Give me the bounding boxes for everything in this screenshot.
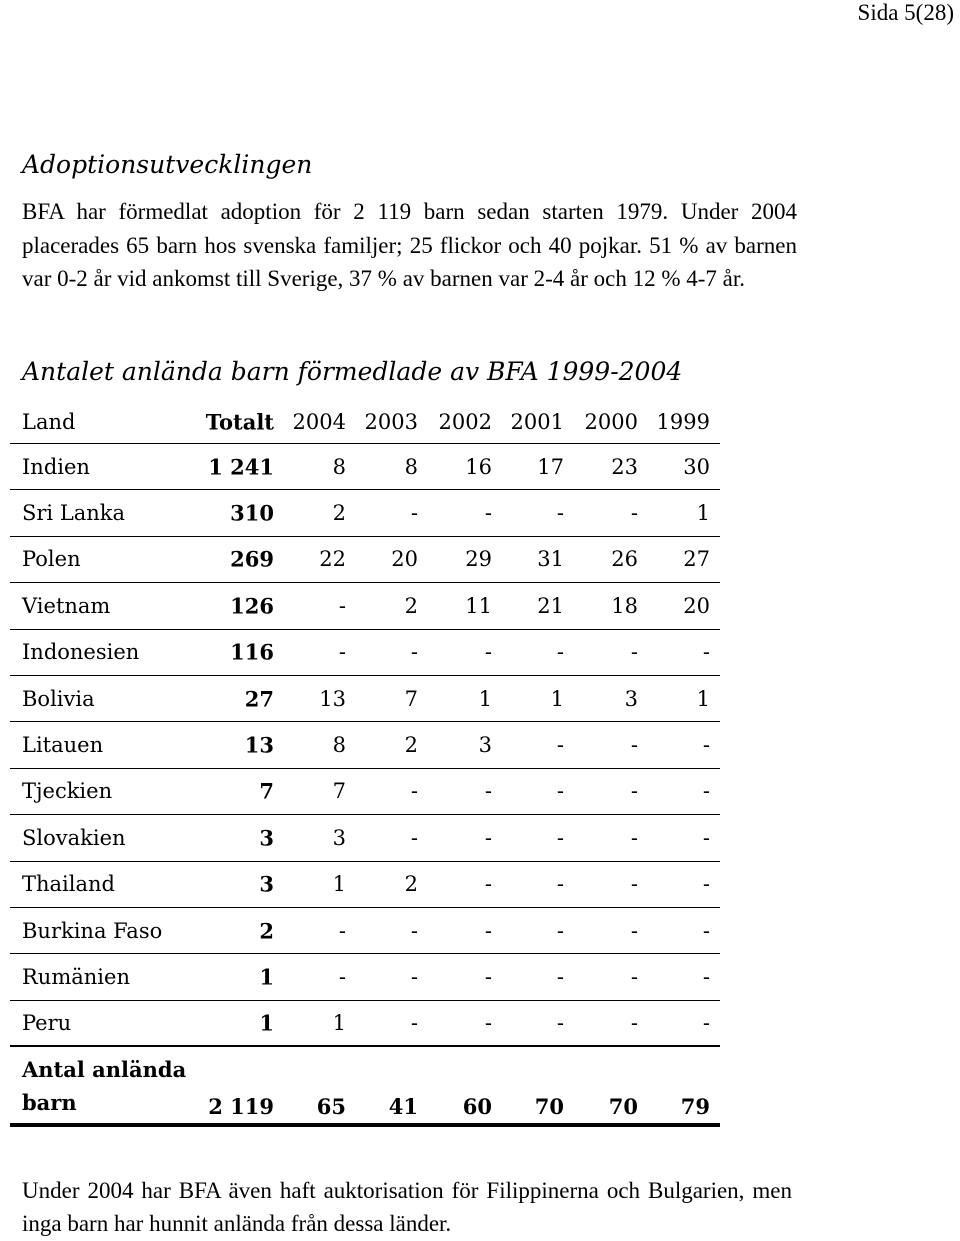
value-cell: - xyxy=(556,733,564,758)
country-cell: Tjeckien xyxy=(22,779,113,804)
value-cell: - xyxy=(484,779,492,804)
value-cell: - xyxy=(484,872,492,897)
country-cell: Peru xyxy=(22,1010,72,1035)
value-cell: 26 xyxy=(611,547,638,572)
value-cell: 126 xyxy=(230,593,274,619)
table-row xyxy=(10,537,720,583)
value-cell: 29 xyxy=(465,547,492,572)
table-header-row xyxy=(10,400,720,444)
value-cell: 13 xyxy=(319,686,346,711)
value-cell: - xyxy=(410,501,418,526)
value-cell: - xyxy=(556,825,564,850)
value-cell: 7 xyxy=(259,778,274,804)
value-cell: - xyxy=(484,1010,492,1035)
value-cell: 116 xyxy=(230,639,274,665)
value-cell: 22 xyxy=(319,547,346,572)
value-cell: - xyxy=(702,779,710,804)
value-cell: - xyxy=(702,964,710,989)
table-row xyxy=(10,815,720,861)
value-cell: - xyxy=(556,640,564,665)
value-cell: 3 xyxy=(624,686,638,711)
value-cell: 2 xyxy=(332,501,346,526)
value-cell: - xyxy=(410,779,418,804)
value-cell: - xyxy=(410,964,418,989)
value-cell: 18 xyxy=(611,593,638,618)
value-cell: - xyxy=(630,640,638,665)
value-cell: - xyxy=(556,964,564,989)
value-cell: - xyxy=(630,825,638,850)
value-cell: 8 xyxy=(332,454,346,479)
value-cell: 1 xyxy=(332,872,346,897)
value-cell: - xyxy=(702,918,710,943)
value-cell: - xyxy=(702,1010,710,1035)
table-row xyxy=(10,1001,720,1047)
value-cell: 310 xyxy=(230,500,274,526)
value-cell: 1 xyxy=(550,686,564,711)
value-cell: - xyxy=(556,1010,564,1035)
value-cell: 31 xyxy=(537,547,564,572)
column-header: 2002 xyxy=(438,409,492,434)
country-cell: Rumänien xyxy=(22,964,130,989)
column-header: 2001 xyxy=(510,409,564,434)
value-cell: 1 xyxy=(696,501,710,526)
value-cell: - xyxy=(630,1010,638,1035)
country-cell: Bolivia xyxy=(22,686,95,711)
value-cell: 2 xyxy=(404,733,418,758)
country-cell: Indonesien xyxy=(22,640,140,665)
value-cell: 16 xyxy=(465,454,492,479)
value-cell: - xyxy=(556,872,564,897)
value-cell: - xyxy=(630,872,638,897)
value-cell: 1 241 xyxy=(208,454,274,480)
value-cell: - xyxy=(484,918,492,943)
country-cell: Polen xyxy=(22,547,81,572)
value-cell: 8 xyxy=(404,454,418,479)
value-cell: 1 xyxy=(332,1010,346,1035)
column-header: 2003 xyxy=(364,409,418,434)
value-cell: 3 xyxy=(259,825,274,851)
table-row xyxy=(10,676,720,722)
table-row xyxy=(10,908,720,954)
table-row xyxy=(10,490,720,536)
value-cell: - xyxy=(630,964,638,989)
value-cell: 3 xyxy=(478,733,492,758)
country-cell: Antal anlända barn xyxy=(22,1057,187,1116)
country-cell: Litauen xyxy=(22,733,104,758)
value-cell: 70 xyxy=(608,1094,638,1120)
value-cell: 70 xyxy=(534,1094,564,1120)
value-cell: - xyxy=(338,964,346,989)
page-number: Sida 5(28) xyxy=(857,0,954,25)
section-heading: Adoptionsutvecklingen xyxy=(22,150,313,179)
value-cell: 8 xyxy=(332,733,346,758)
table-row xyxy=(10,954,720,1000)
value-cell: 60 xyxy=(462,1094,492,1120)
table-row xyxy=(10,722,720,768)
value-cell: - xyxy=(556,501,564,526)
column-header: 2004 xyxy=(292,409,346,434)
value-cell: - xyxy=(484,640,492,665)
value-cell: - xyxy=(338,918,346,943)
value-cell: 1 xyxy=(259,1010,274,1036)
note-paragraph: Under 2004 har BFA även haft auktorisation för Filippinerna och Bulgarien, men inga barn har hunnit anlända från dessa länder. xyxy=(22,1178,792,1236)
value-cell: 41 xyxy=(388,1094,418,1120)
value-cell: - xyxy=(702,872,710,897)
value-cell: 17 xyxy=(537,454,564,479)
country-cell: Slovakien xyxy=(22,825,126,850)
value-cell: - xyxy=(630,779,638,804)
table-row xyxy=(10,630,720,676)
value-cell: 269 xyxy=(230,546,274,572)
table-row xyxy=(10,769,720,815)
value-cell: - xyxy=(702,825,710,850)
value-cell: 1 xyxy=(696,686,710,711)
value-cell: 7 xyxy=(404,686,418,711)
value-cell: 65 xyxy=(316,1094,346,1120)
value-cell: - xyxy=(630,733,638,758)
value-cell: 2 xyxy=(404,593,418,618)
table-row xyxy=(10,862,720,908)
value-cell: 7 xyxy=(332,779,346,804)
value-cell: - xyxy=(338,640,346,665)
value-cell: - xyxy=(702,733,710,758)
value-cell: - xyxy=(484,964,492,989)
value-cell: 2 xyxy=(259,918,274,944)
table-row xyxy=(10,583,720,629)
adoption-table xyxy=(10,400,720,1127)
column-header: 1999 xyxy=(656,409,710,434)
value-cell: 1 xyxy=(478,686,492,711)
value-cell: - xyxy=(484,825,492,850)
value-cell: - xyxy=(556,779,564,804)
value-cell: 11 xyxy=(465,593,492,618)
column-header: Totalt xyxy=(205,409,274,434)
value-cell: - xyxy=(338,593,346,618)
value-cell: 27 xyxy=(683,547,710,572)
country-cell: Indien xyxy=(22,454,90,479)
value-cell: 2 xyxy=(404,872,418,897)
value-cell: 79 xyxy=(680,1094,710,1120)
value-cell: - xyxy=(410,1010,418,1035)
column-header: Land xyxy=(22,409,76,434)
value-cell: 21 xyxy=(537,593,564,618)
value-cell: - xyxy=(702,640,710,665)
value-cell: 1 xyxy=(259,964,274,990)
value-cell: - xyxy=(556,918,564,943)
table-title: Antalet anlända barn förmedlade av BFA 1999-2004 xyxy=(22,357,683,386)
value-cell: 20 xyxy=(683,593,710,618)
value-cell: - xyxy=(410,825,418,850)
value-cell: 2 119 xyxy=(208,1094,274,1120)
value-cell: 20 xyxy=(391,547,418,572)
country-cell: Burkina Faso xyxy=(22,918,163,943)
country-cell: Vietnam xyxy=(22,593,111,618)
value-cell: 13 xyxy=(244,732,274,758)
value-cell: 3 xyxy=(332,825,346,850)
column-header: 2000 xyxy=(584,409,638,434)
table-total-row xyxy=(10,1047,720,1127)
value-cell: - xyxy=(410,918,418,943)
value-cell: - xyxy=(630,918,638,943)
value-cell: - xyxy=(410,640,418,665)
value-cell: 30 xyxy=(683,454,710,479)
value-cell: - xyxy=(630,501,638,526)
value-cell: 3 xyxy=(259,871,274,897)
value-cell: - xyxy=(484,501,492,526)
value-cell: 27 xyxy=(244,686,274,712)
intro-paragraph: BFA har förmedlat adoption för 2 119 barn sedan starten 1979. Under 2004 placerades 65 barn hos svenska familjer; 25 flickor och 40 pojkar. 51 % av barnen var 0-2 år vid ankomst till Sverige, 37 % av barnen var 2-4 år och 12 % 4-7 år. xyxy=(22,199,797,291)
country-cell: Sri Lanka xyxy=(22,501,126,526)
value-cell: 23 xyxy=(611,454,638,479)
country-cell: Thailand xyxy=(22,872,115,897)
table-row xyxy=(10,444,720,490)
